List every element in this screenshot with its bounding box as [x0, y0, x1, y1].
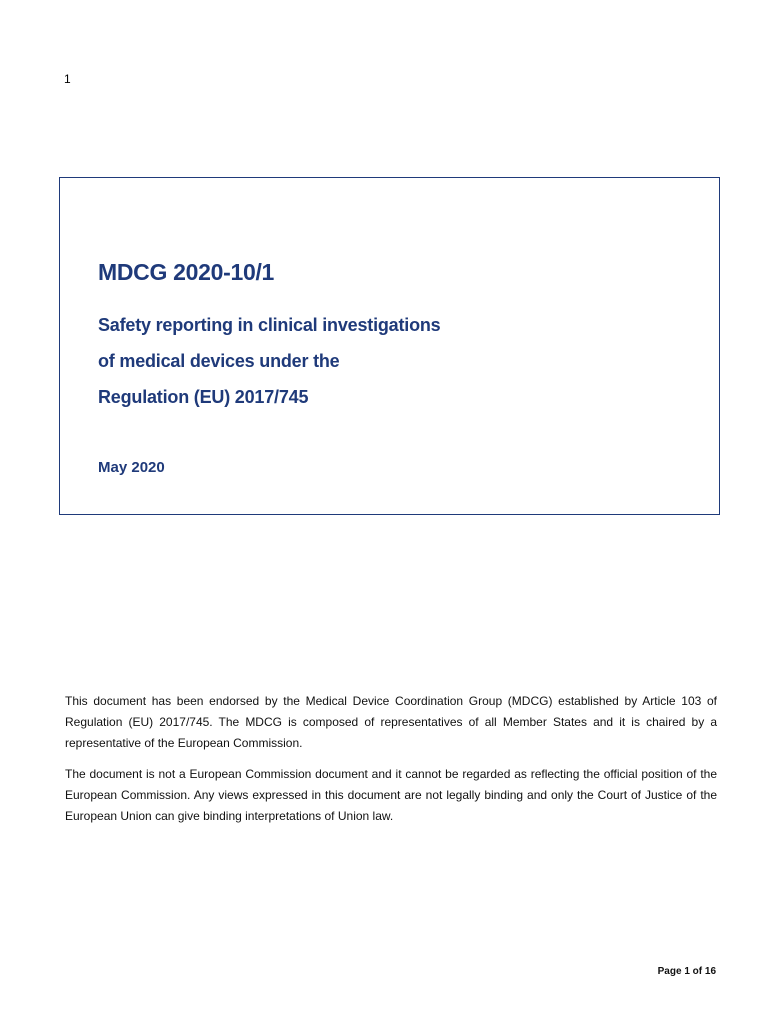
disclaimer: [65, 691, 717, 837]
document-id: MDCG 2020-10/1: [98, 259, 275, 285]
publication-date: May 2020: [98, 459, 165, 476]
document-subtitle: [98, 307, 440, 415]
disclaimer-paragraph-endorsement: This document has been endorsed by the Medical Device Coordination Group (MDCG) established by Article 103 of Regulation (EU) 2017/745. The MDCG is composed of representatives of all Member States and it is chaired by a representative of the European Commission.: [65, 694, 717, 750]
page-footer: Page 1 of 16: [657, 966, 716, 977]
title-box: [59, 177, 720, 515]
page-marker: 1: [64, 72, 71, 86]
subtitle-line-2: of medical devices under the: [98, 351, 340, 371]
subtitle-line-3: Regulation (EU) 2017/745: [98, 387, 309, 407]
subtitle-line-1: Safety reporting in clinical investigations: [98, 315, 441, 335]
disclaimer-paragraph-legal: The document is not a European Commission document and it cannot be regarded as reflecting the official position of the European Commission. Any views expressed in this document are not legally binding and only the Court of Justice of the European Union can give binding interpretations of Union law.: [65, 767, 717, 823]
